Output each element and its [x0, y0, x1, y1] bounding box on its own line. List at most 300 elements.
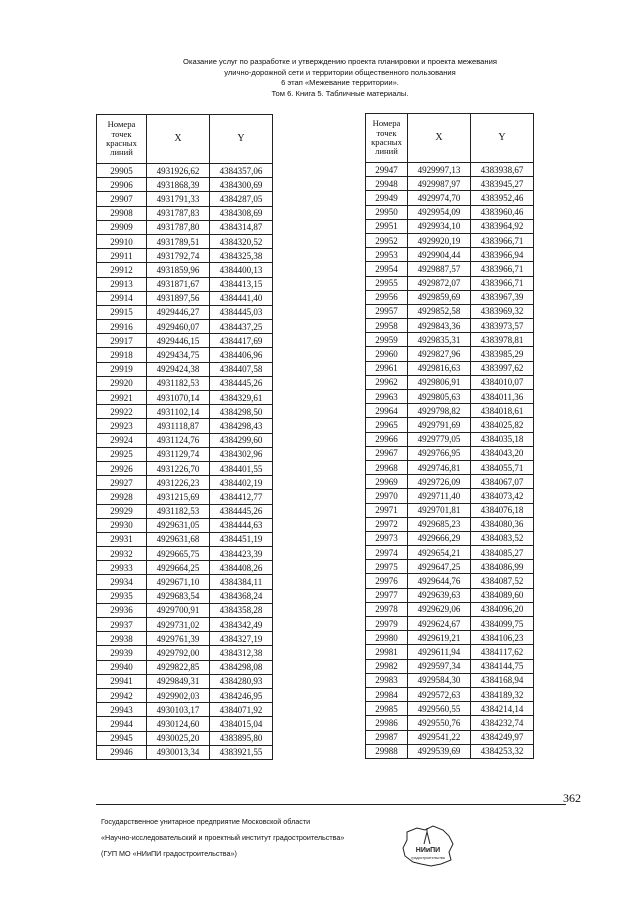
x-coordinate-cell: 4931129,74 — [147, 447, 210, 461]
x-coordinate-cell: 4931897,56 — [147, 291, 210, 305]
table-row — [366, 347, 534, 361]
x-coordinate-cell: 4929816,63 — [408, 361, 471, 375]
y-coordinate-cell: 4384408,26 — [210, 561, 273, 575]
table-row — [366, 205, 534, 219]
x-coordinate-cell: 4929761,39 — [147, 632, 210, 646]
x-coordinate-cell: 4929629,06 — [408, 602, 471, 616]
y-coordinate-cell: 4384096,20 — [471, 602, 534, 616]
point-number-cell: 29932 — [97, 547, 147, 561]
column-header-x: X — [147, 115, 210, 164]
y-coordinate-cell: 4384085,27 — [471, 546, 534, 560]
table-row — [97, 164, 273, 178]
point-number-cell: 29946 — [97, 745, 147, 759]
point-number-cell: 29937 — [97, 618, 147, 632]
table-row — [97, 433, 273, 447]
y-coordinate-cell: 4384417,69 — [210, 334, 273, 348]
table-row — [366, 446, 534, 460]
y-coordinate-cell: 4384358,28 — [210, 603, 273, 617]
point-number-cell: 29981 — [366, 645, 408, 659]
table-row — [97, 305, 273, 319]
y-coordinate-cell: 4384106,23 — [471, 631, 534, 645]
x-coordinate-cell: 4931226,70 — [147, 461, 210, 475]
x-coordinate-cell: 4929711,40 — [408, 489, 471, 503]
table-row — [97, 660, 273, 674]
x-coordinate-cell: 4931182,53 — [147, 504, 210, 518]
x-coordinate-cell: 4929974,70 — [408, 191, 471, 205]
y-coordinate-cell: 4384451,19 — [210, 532, 273, 546]
y-coordinate-cell: 4384144,75 — [471, 659, 534, 673]
point-number-cell: 29911 — [97, 249, 147, 263]
y-coordinate-cell: 4383967,39 — [471, 290, 534, 304]
y-coordinate-cell: 4383921,55 — [210, 745, 273, 759]
x-coordinate-cell: 4929550,76 — [408, 716, 471, 730]
table-row — [366, 163, 534, 177]
document-header — [80, 57, 600, 99]
table-row — [366, 375, 534, 389]
y-coordinate-cell: 4384384,11 — [210, 575, 273, 589]
table-row — [97, 504, 273, 518]
x-coordinate-cell: 4929460,07 — [147, 320, 210, 334]
y-coordinate-cell: 4383938,67 — [471, 163, 534, 177]
y-coordinate-cell: 4384413,15 — [210, 277, 273, 291]
x-coordinate-cell: 4931226,23 — [147, 476, 210, 490]
y-coordinate-cell: 4384325,38 — [210, 249, 273, 263]
table-row — [97, 391, 273, 405]
point-number-cell: 29980 — [366, 631, 408, 645]
y-coordinate-cell: 4383966,71 — [471, 233, 534, 247]
y-coordinate-cell: 4384298,08 — [210, 660, 273, 674]
x-coordinate-cell: 4929792,00 — [147, 646, 210, 660]
logo-subtext: градостроительства — [411, 856, 445, 860]
point-number-cell: 29950 — [366, 205, 408, 219]
point-number-cell: 29941 — [97, 674, 147, 688]
x-coordinate-cell: 4929434,75 — [147, 348, 210, 362]
y-coordinate-cell: 4384035,18 — [471, 432, 534, 446]
y-coordinate-cell: 4384287,05 — [210, 192, 273, 206]
table-row — [366, 191, 534, 205]
document-footer — [101, 814, 344, 862]
x-coordinate-cell: 4931118,87 — [147, 419, 210, 433]
table-row — [97, 646, 273, 660]
table-row — [366, 602, 534, 616]
table-row — [366, 390, 534, 404]
point-number-cell: 29988 — [366, 744, 408, 758]
point-number-cell: 29909 — [97, 220, 147, 234]
point-number-cell: 29957 — [366, 304, 408, 318]
y-coordinate-cell: 4384246,95 — [210, 688, 273, 702]
point-number-cell: 29943 — [97, 703, 147, 717]
point-number-cell: 29977 — [366, 588, 408, 602]
table-row — [366, 432, 534, 446]
table-row — [366, 503, 534, 517]
table-row — [366, 304, 534, 318]
table-row — [97, 291, 273, 305]
y-coordinate-cell: 4384055,71 — [471, 460, 534, 474]
table-row — [366, 546, 534, 560]
y-coordinate-cell: 4384300,69 — [210, 178, 273, 192]
header-line-3: 6 этап «Межевание территории». — [281, 78, 399, 88]
point-number-cell: 29933 — [97, 561, 147, 575]
x-coordinate-cell: 4929639,63 — [408, 588, 471, 602]
point-number-cell: 29947 — [366, 163, 408, 177]
x-coordinate-cell: 4931792,74 — [147, 249, 210, 263]
y-coordinate-cell: 4384086,99 — [471, 560, 534, 574]
x-coordinate-cell: 4929664,25 — [147, 561, 210, 575]
point-number-cell: 29912 — [97, 263, 147, 277]
x-coordinate-cell: 4929665,75 — [147, 547, 210, 561]
point-number-cell: 29972 — [366, 517, 408, 531]
x-coordinate-cell: 4929647,25 — [408, 560, 471, 574]
y-coordinate-cell: 4384312,38 — [210, 646, 273, 660]
y-coordinate-cell: 4383966,71 — [471, 262, 534, 276]
point-number-cell: 29967 — [366, 446, 408, 460]
table-row — [366, 588, 534, 602]
point-number-cell: 29942 — [97, 688, 147, 702]
table-row — [97, 376, 273, 390]
point-number-cell: 29952 — [366, 233, 408, 247]
point-number-cell: 29934 — [97, 575, 147, 589]
y-coordinate-cell: 4384080,36 — [471, 517, 534, 531]
point-number-cell: 29908 — [97, 206, 147, 220]
point-number-cell: 29915 — [97, 305, 147, 319]
point-number-cell: 29955 — [366, 276, 408, 290]
x-coordinate-cell: 4929954,09 — [408, 205, 471, 219]
point-number-cell: 29973 — [366, 531, 408, 545]
y-coordinate-cell: 4384253,32 — [471, 744, 534, 758]
table-row — [366, 716, 534, 730]
x-coordinate-cell: 4929766,95 — [408, 446, 471, 460]
point-number-cell: 29956 — [366, 290, 408, 304]
table-row — [366, 560, 534, 574]
point-number-cell: 29960 — [366, 347, 408, 361]
table-row — [97, 476, 273, 490]
x-coordinate-cell: 4929560,55 — [408, 702, 471, 716]
point-number-cell: 29983 — [366, 673, 408, 687]
x-coordinate-cell: 4931182,53 — [147, 376, 210, 390]
table-row — [97, 461, 273, 475]
x-coordinate-cell: 4931789,51 — [147, 234, 210, 248]
point-number-cell: 29966 — [366, 432, 408, 446]
y-coordinate-cell: 4384357,06 — [210, 164, 273, 178]
x-coordinate-cell: 4929806,91 — [408, 375, 471, 389]
table-row — [366, 517, 534, 531]
table-row — [97, 632, 273, 646]
table-row — [366, 702, 534, 716]
table-row — [366, 574, 534, 588]
point-number-cell: 29922 — [97, 405, 147, 419]
column-header-y: Y — [210, 115, 273, 164]
x-coordinate-cell: 4929746,81 — [408, 460, 471, 474]
table-row — [97, 320, 273, 334]
table-header-row — [97, 115, 273, 164]
table-row — [366, 730, 534, 744]
point-number-cell: 29953 — [366, 248, 408, 262]
x-coordinate-cell: 4929872,07 — [408, 276, 471, 290]
y-coordinate-cell: 4384099,75 — [471, 617, 534, 631]
x-coordinate-cell: 4929849,31 — [147, 674, 210, 688]
table-row — [97, 603, 273, 617]
y-coordinate-cell: 4384280,93 — [210, 674, 273, 688]
point-number-cell: 29918 — [97, 348, 147, 362]
table-row — [97, 688, 273, 702]
y-coordinate-cell: 4383964,92 — [471, 219, 534, 233]
table-row — [366, 418, 534, 432]
table-row — [366, 361, 534, 375]
table-row — [97, 334, 273, 348]
header-line-2: улично-дорожной сети и территории общественного пользования — [224, 67, 456, 77]
institute-logo-icon — [397, 822, 459, 870]
point-number-cell: 29962 — [366, 375, 408, 389]
y-coordinate-cell: 4384445,26 — [210, 504, 273, 518]
table-row — [366, 673, 534, 687]
table-row — [97, 263, 273, 277]
x-coordinate-cell: 4931124,76 — [147, 433, 210, 447]
y-coordinate-cell: 4384445,03 — [210, 305, 273, 319]
table-row — [366, 404, 534, 418]
point-number-cell: 29916 — [97, 320, 147, 334]
point-number-cell: 29949 — [366, 191, 408, 205]
x-coordinate-cell: 4929619,21 — [408, 631, 471, 645]
y-coordinate-cell: 4383973,57 — [471, 319, 534, 333]
x-coordinate-cell: 4930103,17 — [147, 703, 210, 717]
table-header-row — [366, 114, 534, 163]
point-number-cell: 29905 — [97, 164, 147, 178]
x-coordinate-cell: 4929827,96 — [408, 347, 471, 361]
column-header-x: X — [408, 114, 471, 163]
point-number-cell: 29987 — [366, 730, 408, 744]
point-number-cell: 29927 — [97, 476, 147, 490]
point-number-cell: 29936 — [97, 603, 147, 617]
x-coordinate-cell: 4929987,97 — [408, 177, 471, 191]
table-row — [97, 220, 273, 234]
point-number-cell: 29931 — [97, 532, 147, 546]
y-coordinate-cell: 4384011,36 — [471, 390, 534, 404]
point-number-cell: 29982 — [366, 659, 408, 673]
x-coordinate-cell: 4931787,80 — [147, 220, 210, 234]
y-coordinate-cell: 4384402,19 — [210, 476, 273, 490]
table-row — [97, 490, 273, 504]
y-coordinate-cell: 4384232,74 — [471, 716, 534, 730]
x-coordinate-cell: 4929887,57 — [408, 262, 471, 276]
x-coordinate-cell: 4929597,34 — [408, 659, 471, 673]
x-coordinate-cell: 4929904,44 — [408, 248, 471, 262]
x-coordinate-cell: 4929644,76 — [408, 574, 471, 588]
y-coordinate-cell: 4384015,04 — [210, 717, 273, 731]
point-number-cell: 29963 — [366, 390, 408, 404]
table-row — [366, 219, 534, 233]
x-coordinate-cell: 4929611,94 — [408, 645, 471, 659]
coordinates-table-left — [96, 114, 273, 760]
footer-line-3: (ГУП МО «НИиПИ градостроительства») — [101, 849, 237, 858]
x-coordinate-cell: 4931070,14 — [147, 391, 210, 405]
point-number-cell: 29920 — [97, 376, 147, 390]
logo-text: НИиПИ — [415, 847, 441, 854]
table-row — [97, 717, 273, 731]
point-number-cell: 29948 — [366, 177, 408, 191]
x-coordinate-cell: 4929683,54 — [147, 589, 210, 603]
x-coordinate-cell: 4929822,85 — [147, 660, 210, 674]
point-number-cell: 29940 — [97, 660, 147, 674]
x-coordinate-cell: 4931868,39 — [147, 178, 210, 192]
point-number-cell: 29969 — [366, 475, 408, 489]
table-row — [366, 262, 534, 276]
y-coordinate-cell: 4384320,52 — [210, 234, 273, 248]
table-row — [366, 460, 534, 474]
column-header-y: Y — [471, 114, 534, 163]
point-number-cell: 29924 — [97, 433, 147, 447]
table-row — [97, 703, 273, 717]
table-row — [366, 744, 534, 758]
point-number-cell: 29976 — [366, 574, 408, 588]
table-row — [97, 234, 273, 248]
y-coordinate-cell: 4383997,62 — [471, 361, 534, 375]
table-row — [366, 290, 534, 304]
point-number-cell: 29975 — [366, 560, 408, 574]
point-number-cell: 29979 — [366, 617, 408, 631]
x-coordinate-cell: 4929779,05 — [408, 432, 471, 446]
y-coordinate-cell: 4384400,13 — [210, 263, 273, 277]
table-row — [97, 405, 273, 419]
table-row — [97, 277, 273, 291]
point-number-cell: 29944 — [97, 717, 147, 731]
y-coordinate-cell: 4384010,07 — [471, 375, 534, 389]
point-number-cell: 29926 — [97, 461, 147, 475]
table-row — [97, 348, 273, 362]
y-coordinate-cell: 4383960,46 — [471, 205, 534, 219]
table-row — [97, 532, 273, 546]
x-coordinate-cell: 4929671,10 — [147, 575, 210, 589]
x-coordinate-cell: 4929631,05 — [147, 518, 210, 532]
y-coordinate-cell: 4384083,52 — [471, 531, 534, 545]
y-coordinate-cell: 4384299,60 — [210, 433, 273, 447]
x-coordinate-cell: 4930013,34 — [147, 745, 210, 759]
y-coordinate-cell: 4384071,92 — [210, 703, 273, 717]
point-number-cell: 29951 — [366, 219, 408, 233]
x-coordinate-cell: 4929446,27 — [147, 305, 210, 319]
point-number-cell: 29907 — [97, 192, 147, 206]
x-coordinate-cell: 4929666,29 — [408, 531, 471, 545]
table-row — [97, 618, 273, 632]
table-row — [97, 419, 273, 433]
y-coordinate-cell: 4384437,25 — [210, 320, 273, 334]
point-number-cell: 29938 — [97, 632, 147, 646]
point-number-cell: 29910 — [97, 234, 147, 248]
y-coordinate-cell: 4384329,61 — [210, 391, 273, 405]
x-coordinate-cell: 4929446,15 — [147, 334, 210, 348]
footer-line-1: Государственное унитарное предприятие Московской области — [101, 817, 311, 826]
point-number-cell: 29928 — [97, 490, 147, 504]
point-number-cell: 29906 — [97, 178, 147, 192]
x-coordinate-cell: 4929424,38 — [147, 362, 210, 376]
table-row — [366, 333, 534, 347]
y-coordinate-cell: 4384401,55 — [210, 461, 273, 475]
y-coordinate-cell: 4384441,40 — [210, 291, 273, 305]
y-coordinate-cell: 4384076,18 — [471, 503, 534, 517]
table-row — [97, 192, 273, 206]
y-coordinate-cell: 4384314,87 — [210, 220, 273, 234]
x-coordinate-cell: 4929572,63 — [408, 687, 471, 701]
footer-line-2: «Научно-исследовательский и проектный институт градостроительства» — [101, 833, 345, 842]
y-coordinate-cell: 4384412,77 — [210, 490, 273, 504]
table-row — [97, 561, 273, 575]
x-coordinate-cell: 4929920,19 — [408, 233, 471, 247]
y-coordinate-cell: 4383978,81 — [471, 333, 534, 347]
point-number-cell: 29968 — [366, 460, 408, 474]
y-coordinate-cell: 4384073,42 — [471, 489, 534, 503]
table-row — [366, 319, 534, 333]
point-number-cell: 29930 — [97, 518, 147, 532]
x-coordinate-cell: 4929685,23 — [408, 517, 471, 531]
point-number-cell: 29919 — [97, 362, 147, 376]
column-header-point-number: Номера точек красных линий — [97, 115, 147, 164]
x-coordinate-cell: 4929843,36 — [408, 319, 471, 333]
point-number-cell: 29921 — [97, 391, 147, 405]
table-row — [97, 518, 273, 532]
x-coordinate-cell: 4929791,69 — [408, 418, 471, 432]
point-number-cell: 29935 — [97, 589, 147, 603]
point-number-cell: 29978 — [366, 602, 408, 616]
table-row — [366, 645, 534, 659]
table-row — [97, 249, 273, 263]
point-number-cell: 29971 — [366, 503, 408, 517]
point-number-cell: 29959 — [366, 333, 408, 347]
table-row — [366, 233, 534, 247]
y-coordinate-cell: 4384444,63 — [210, 518, 273, 532]
table-row — [97, 731, 273, 745]
x-coordinate-cell: 4931859,96 — [147, 263, 210, 277]
x-coordinate-cell: 4929997,13 — [408, 163, 471, 177]
y-coordinate-cell: 4383952,46 — [471, 191, 534, 205]
x-coordinate-cell: 4929631,68 — [147, 532, 210, 546]
x-coordinate-cell: 4931871,67 — [147, 277, 210, 291]
point-number-cell: 29929 — [97, 504, 147, 518]
y-coordinate-cell: 4384249,97 — [471, 730, 534, 744]
x-coordinate-cell: 4929584,30 — [408, 673, 471, 687]
table-row — [97, 178, 273, 192]
table-row — [97, 447, 273, 461]
header-line-4: Том 6. Книга 5. Табличные материалы. — [271, 88, 409, 98]
y-coordinate-cell: 4384043,20 — [471, 446, 534, 460]
x-coordinate-cell: 4929539,69 — [408, 744, 471, 758]
point-number-cell: 29985 — [366, 702, 408, 716]
table-row — [97, 674, 273, 688]
table-row — [366, 687, 534, 701]
table-row — [366, 489, 534, 503]
x-coordinate-cell: 4930124,60 — [147, 717, 210, 731]
y-coordinate-cell: 4384302,96 — [210, 447, 273, 461]
table-row — [366, 248, 534, 262]
table-row — [97, 547, 273, 561]
point-number-cell: 29964 — [366, 404, 408, 418]
table-row — [366, 276, 534, 290]
table-row — [366, 177, 534, 191]
y-coordinate-cell: 4384368,24 — [210, 589, 273, 603]
table-row — [366, 659, 534, 673]
point-number-cell: 29961 — [366, 361, 408, 375]
column-header-point-number: Номера точек красных линий — [366, 114, 408, 163]
point-number-cell: 29923 — [97, 419, 147, 433]
x-coordinate-cell: 4929654,21 — [408, 546, 471, 560]
point-number-cell: 29945 — [97, 731, 147, 745]
table-row — [97, 589, 273, 603]
x-coordinate-cell: 4929541,22 — [408, 730, 471, 744]
y-coordinate-cell: 4384342,49 — [210, 618, 273, 632]
table-row — [366, 631, 534, 645]
table-row — [97, 575, 273, 589]
y-coordinate-cell: 4384298,43 — [210, 419, 273, 433]
x-coordinate-cell: 4931102,14 — [147, 405, 210, 419]
point-number-cell: 29958 — [366, 319, 408, 333]
